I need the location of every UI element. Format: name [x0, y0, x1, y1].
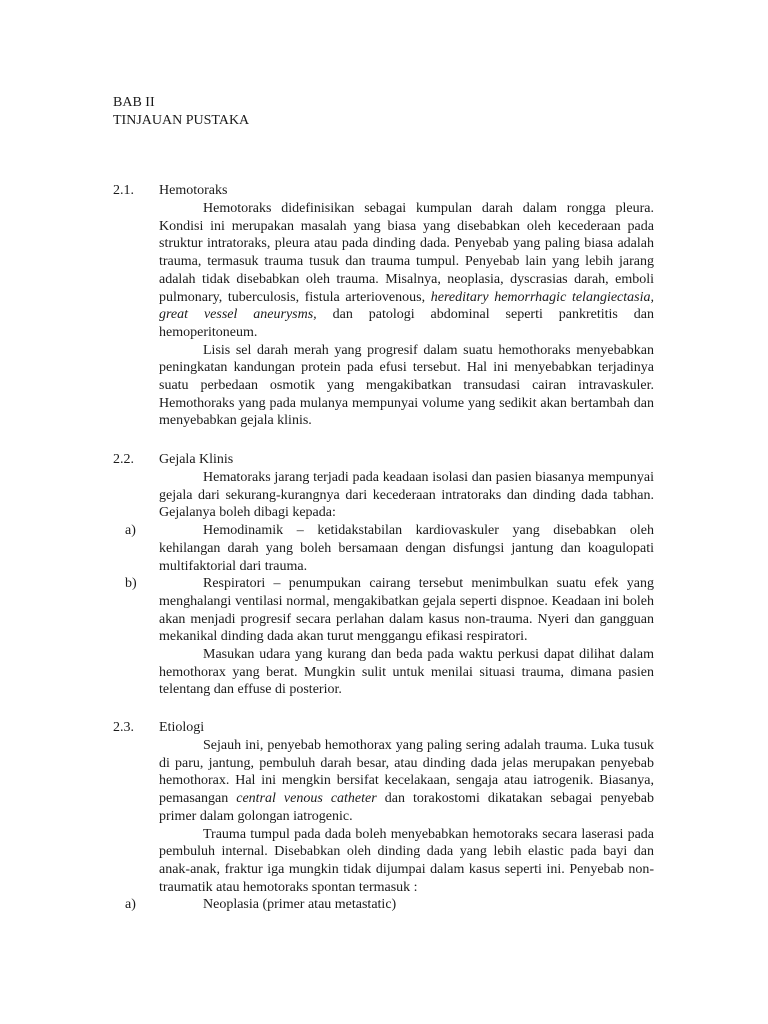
list-marker: a) [125, 523, 136, 539]
list-item-text: Neoplasia (primer atau metastatic) [203, 897, 397, 913]
paragraph [159, 200, 654, 342]
section-number: 2.1. [113, 183, 134, 198]
list-marker: a) [125, 897, 136, 913]
chapter-heading [113, 94, 249, 129]
list-marker: b) [125, 576, 137, 592]
list-item [125, 522, 654, 575]
section-title: Gejala Klinis [159, 452, 234, 467]
section-2-1-body [159, 200, 654, 430]
section-title: Etiologi [159, 720, 205, 735]
paragraph: Trauma tumpul pada dada boleh menyebabkan hemotoraks secara laserasi pada pembuluh internal. Disebabkan oleh dinding dada yang lebih elastic pada bayi dan anak-anak, fraktur iga mungkin tidak dijumpai dalam kasus seperti ini. Penyebab non-traumatik atau hemotoraks spontan termasuk : [159, 826, 654, 895]
paragraph-text: dan patologi abdominal seperti pankretitis dan hemoperitoneum. [159, 307, 655, 340]
section-2-2-body [125, 469, 654, 699]
paragraph [159, 737, 654, 826]
section-title: Hemotoraks [159, 183, 228, 198]
section-2-2-heading [113, 451, 233, 469]
paragraph: Hematoraks jarang terjadi pada keadaan isolasi dan pasien biasanya mempunyai gejala dari sekurang-kurangnya dari kecederaan intratoraks dan dinding dada tabhan. Gejalanya boleh dibagi kepada: [159, 470, 654, 521]
chapter-title: TINJAUAN PUSTAKA [113, 112, 250, 128]
chapter-label: BAB II [113, 95, 155, 110]
section-number: 2.3. [113, 720, 134, 735]
section-2-3-body [125, 737, 654, 914]
paragraph: Masukan udara yang kurang dan beda pada waktu perkusi dapat dilihat dalam hemothorax yang berat. Mungkin sulit untuk menilai situasi trauma, dimana pasien telentang dan effuse di posterior. [159, 647, 654, 698]
paragraph-text: Hemotoraks didefinisikan sebagai kumpulan darah dalam rongga pleura. Kondisi ini merupakan masalah yang biasa yang disebabkan oleh kecederaan pada struktur intratoraks, pleura atau pada dinding dada. Penyebab yang paling biasa adalah trauma, termasuk trauma tusuk dan trauma tumpul. Penyebab lain yang lebih jarang adalah tidak disebabkan oleh trauma. Misalnya, neoplasia, dyscrasias darah, emboli pulmonary, tuberculosis, fistula arteriovenous, [159, 201, 654, 305]
list-item-text: Hemodinamik – ketidakstabilan kardiovaskuler yang disebabkan oleh kehilangan darah yang boleh bersamaan dengan disfungsi jantung dan koagulopati multifaktorial dari trauma. [159, 523, 654, 574]
list-item [125, 896, 654, 914]
list-item-text: Respiratori – penumpukan cairang tersebut menimbulkan suatu efek yang menghalangi ventilasi normal, mengakibatkan gejala seperti dispnoe. Keadaan ini boleh akan menjadi progresif secara perlahan dalam kasus non-trauma. Nyeri dan gangguan mekanikal dinding dada akan turut menggangu efikasi respiratori. [159, 576, 654, 645]
paragraph-text: Sejauh ini, penyebab hemothorax yang paling sering adalah trauma. Luka tusuk di paru, jantung, pembuluh darah besar, atau dinding dada jelas merupakan penyebab hemothorax. Hal ini mengkin bersifat kecelakaan, sengaja atau iatrogenik. Biasanya, pemasangan [159, 738, 654, 807]
paragraph-text: dan torakostomi dikatakan sebagai penyebab primer dalam golongan iatrogenic. [159, 791, 654, 824]
section-2-3-heading [113, 719, 204, 737]
italic-terms: central venous catheter [236, 791, 377, 807]
section-number: 2.2. [113, 452, 134, 467]
italic-terms: hereditary hemorrhagic telangiectasia, great vessel aneurysms, [159, 289, 654, 323]
list-item [125, 575, 654, 646]
paragraph: Lisis sel darah merah yang progresif dalam suatu hemothoraks menyebabkan peningkatan kandungan protein pada efusi tersebut. Hal ini menyebabkan terjadinya suatu perbedaan osmotik yang mengakibatkan transudasi cairan intravaskuler. Hemothoraks yang pada mulanya mempunyai volume yang sedikit akan bertambah dan menyebabkan gejala klinis. [159, 342, 654, 429]
section-2-1-heading [113, 182, 227, 200]
